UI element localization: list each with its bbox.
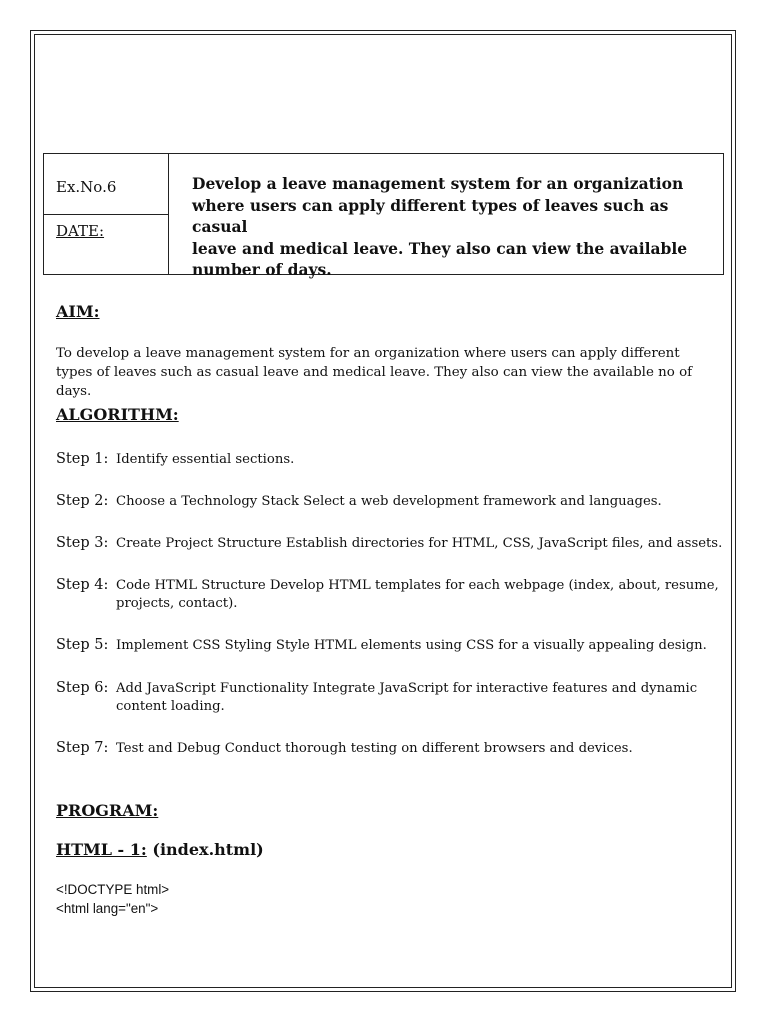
step-text-continued: content loading.: [116, 699, 225, 714]
algorithm-step: [56, 535, 732, 553]
step-text: Add JavaScript Functionality Integrate JavaScript for interactive features and dynamic: [116, 681, 698, 696]
title-line: leave and medical leave. They also can view the available: [192, 238, 688, 258]
aim-heading: AIM:: [56, 302, 100, 321]
code-block: [56, 880, 169, 918]
title-line: number of days.: [192, 260, 332, 279]
html-file-name: (index.html): [152, 840, 264, 859]
algorithm-step: [56, 451, 732, 469]
header-left-cell: [44, 154, 169, 274]
step-text: Create Project Structure Establish directories for HTML, CSS, JavaScript files, and assets.: [116, 536, 723, 551]
algorithm-step: [56, 680, 732, 716]
step-number: Step 2:: [56, 493, 109, 509]
step-text: Identify essential sections.: [116, 452, 295, 467]
code-line: <!DOCTYPE html>: [56, 882, 170, 897]
step-number: Step 3:: [56, 535, 109, 551]
exercise-number: Ex.No.6: [56, 178, 117, 196]
step-number: Step 4:: [56, 577, 109, 593]
algorithm-step: [56, 637, 732, 655]
html-file-label: HTML - 1:: [56, 840, 147, 859]
title-line: Develop a leave management system for an organization: [192, 174, 684, 193]
step-number: Step 5:: [56, 637, 109, 653]
step-text: Implement CSS Styling Style HTML elements using CSS for a visually appealing design.: [116, 638, 707, 653]
aim-text: [56, 344, 726, 401]
algorithm-step: [56, 577, 732, 613]
title-line: where users can apply different types of leaves such as casual: [192, 195, 669, 236]
algorithm-heading: ALGORITHM:: [56, 405, 179, 424]
algorithm-step: [56, 493, 732, 511]
date-label: DATE:: [56, 222, 105, 240]
step-text-continued: projects, contact).: [116, 596, 238, 611]
step-text: Test and Debug Conduct thorough testing on different browsers and devices.: [116, 741, 633, 756]
step-text: Choose a Technology Stack Select a web development framework and languages.: [116, 494, 662, 509]
aim-line: types of leaves such as casual leave and medical leave. They also can view the available no of days.: [56, 365, 693, 399]
step-text: Code HTML Structure Develop HTML templates for each webpage (index, about, resume,: [116, 578, 719, 593]
header-divider: [44, 214, 168, 215]
exercise-title: [192, 173, 702, 281]
html-file-heading: [56, 840, 264, 859]
step-number: Step 7:: [56, 740, 109, 756]
algorithm-step: [56, 740, 732, 758]
step-number: Step 6:: [56, 680, 109, 696]
step-number: Step 1:: [56, 451, 109, 467]
header-table: [43, 153, 724, 279]
code-line: <html lang="en">: [56, 901, 159, 916]
program-heading: PROGRAM:: [56, 801, 159, 820]
aim-line: To develop a leave management system for an organization where users can apply different: [56, 346, 680, 361]
